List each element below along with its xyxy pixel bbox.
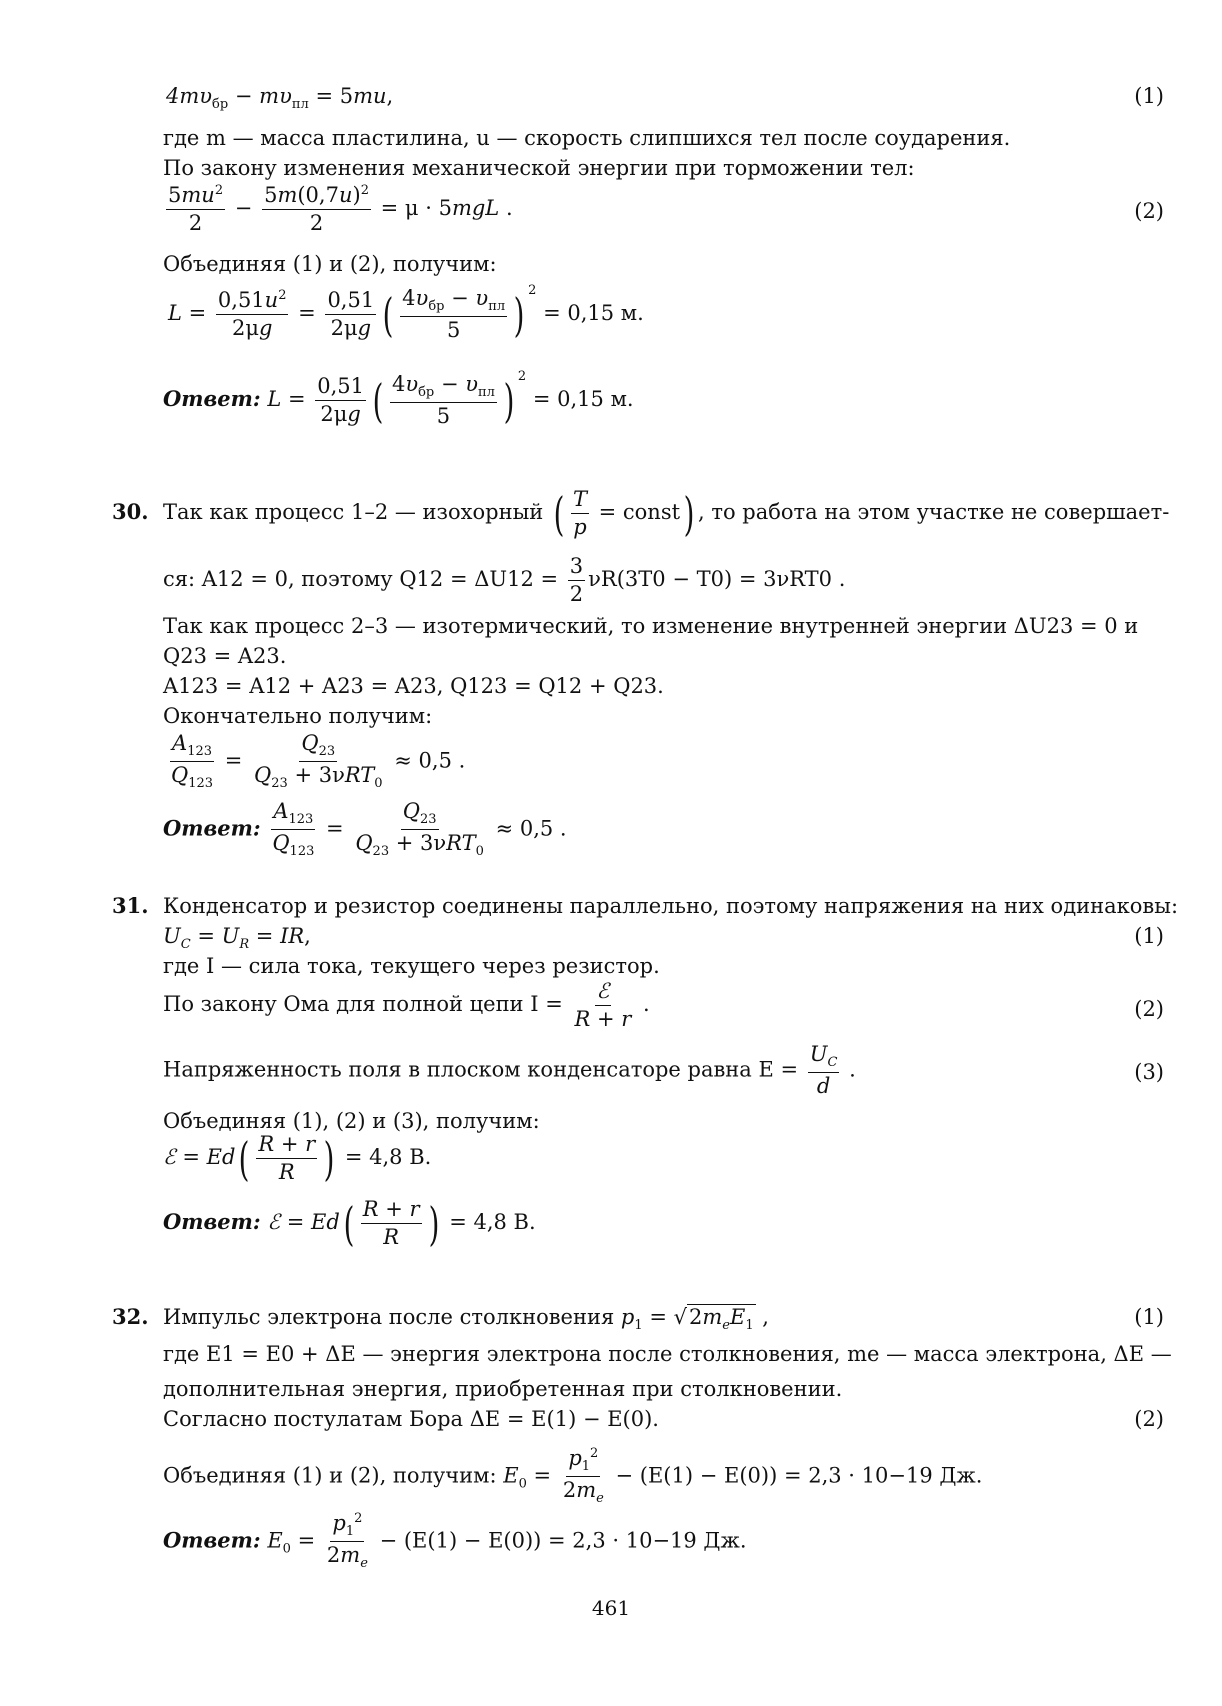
p30-line2: ся: A12 = 0, поэтому Q12 = ΔU12 = $\frac{3}{2}$ νR(3T0 − T0) = 3νRT0 . bbox=[163, 554, 846, 607]
answer-length: Ответ: L = $\frac{0,51}{2\mu g}$ ( $\frac{4\upsilon_{бр} - \upsilon_{пл}}{5}$ ) $^2$ = 0,15 м. bbox=[163, 369, 634, 429]
p31-line1: Конденсатор и резистор соединены параллельно, поэтому напряжения на них одинаковы: bbox=[163, 894, 1179, 918]
length-formula: L = $\frac{0,51u^2}{2\mu g}$ = $\frac{0,51}{2\mu g}$ ( $\frac{4\upsilon_{бр} - \upsilon_{пл}}{5}$ ) $^2$ = 0,15 м. bbox=[168, 283, 644, 343]
ratio-formula: $\frac{A_{123}}{Q_{123}}$ = $\frac{Q_{23}}{Q_{23} + 3\nu RT_0}$ ≈ 0,5 . bbox=[171, 731, 466, 792]
answer-energy: Ответ: $E_0$ = $\frac{p_1^2}{2m_e}$ − (E(1) − E(0)) = 2,3 · 10−19 Дж. bbox=[163, 1511, 747, 1572]
eq-number: (2) bbox=[1134, 199, 1164, 223]
eq-number: (1) bbox=[1134, 84, 1164, 108]
answer-ratio: Ответ: $\frac{A_{123}}{Q_{123}}$ = $\frac{Q_{23}}{Q_{23} + 3\nu RT_0}$ ≈ 0,5 . bbox=[163, 799, 567, 860]
p32-line2: где E1 = E0 + ΔE — энергия электрона после столкновения, me — масса электрона, ΔE — bbox=[163, 1342, 1172, 1366]
p31-line5: Напряженность поля в плоском конденсаторе равна E = $\frac{U_C}{d}$ . bbox=[163, 1042, 856, 1099]
p31-line2: $U_C = U_R$ = IR, bbox=[163, 924, 311, 953]
eq-number: (3) bbox=[1134, 1060, 1164, 1084]
where-text: где m — масса пластилина, u — скорость слипшихся тел после соударения. bbox=[163, 126, 1011, 150]
p31-line4: По закону Ома для полной цепи I = $\frac{\text{ℰ}}{R + r}$ . bbox=[163, 979, 650, 1032]
problem-number: 31. bbox=[112, 893, 149, 918]
eq-number: (1) bbox=[1134, 924, 1164, 948]
problem-number: 30. bbox=[112, 499, 149, 524]
page-number: 461 bbox=[591, 1596, 631, 1620]
energy-equation: $\frac{5mu^2}{2}$ − $\frac{5m(0,7u)^2}{2}$ = μ · 5mgL . bbox=[168, 183, 513, 236]
p30-line6: Окончательно получим: bbox=[163, 704, 433, 728]
combine-text: Объединяя (1) и (2), получим: bbox=[163, 252, 497, 276]
law-text: По закону изменения механической энергии при торможении тел: bbox=[163, 156, 915, 180]
p32-line3: дополнительная энергия, приобретенная при столкновении. bbox=[163, 1377, 843, 1401]
p30-line4: Q23 = A23. bbox=[163, 644, 287, 668]
emf-formula: ℰ = Ed( $\frac{R + r}{R}$ ) = 4,8 В. bbox=[163, 1131, 432, 1186]
p30-line5: A123 = A12 + A23 = A23, Q123 = Q12 + Q23. bbox=[163, 674, 664, 698]
p32-line1: Импульс электрона после столкновения $p_1 = √2m_eE_1$ , bbox=[163, 1305, 769, 1334]
p30-line1: Так как процесс 1–2 — изохорный ( $\frac{T}{p}$ = const) , то работа на этом участке не совершает- bbox=[163, 486, 1170, 541]
eq-number: (2) bbox=[1134, 997, 1164, 1021]
p32-line4: Согласно постулатам Бора ΔE = E(1) − E(0). bbox=[163, 1407, 659, 1431]
p30-line3: Так как процесс 2–3 — изотермический, то изменение внутренней энергии ΔU23 = 0 и bbox=[163, 614, 1139, 638]
energy-formula: Объединяя (1) и (2), получим: $E_0$ = $\frac{p_1^2}{2m_e}$ − (E(1) − E(0)) = 2,3 · 10−19 Дж. bbox=[163, 1446, 983, 1507]
p31-line3: где I — сила тока, текущего через резистор. bbox=[163, 954, 660, 978]
momentum-equation: $4m\upsilon_{бр} - m\upsilon_{пл} = 5mu$, bbox=[166, 84, 394, 113]
eq-number: (1) bbox=[1134, 1305, 1164, 1329]
p31-line6: Объединяя (1), (2) и (3), получим: bbox=[163, 1109, 540, 1133]
answer-emf: Ответ: ℰ = Ed( $\frac{R + r}{R}$ ) = 4,8 В. bbox=[163, 1196, 536, 1251]
problem-number: 32. bbox=[112, 1304, 149, 1329]
eq-number: (2) bbox=[1134, 1407, 1164, 1431]
